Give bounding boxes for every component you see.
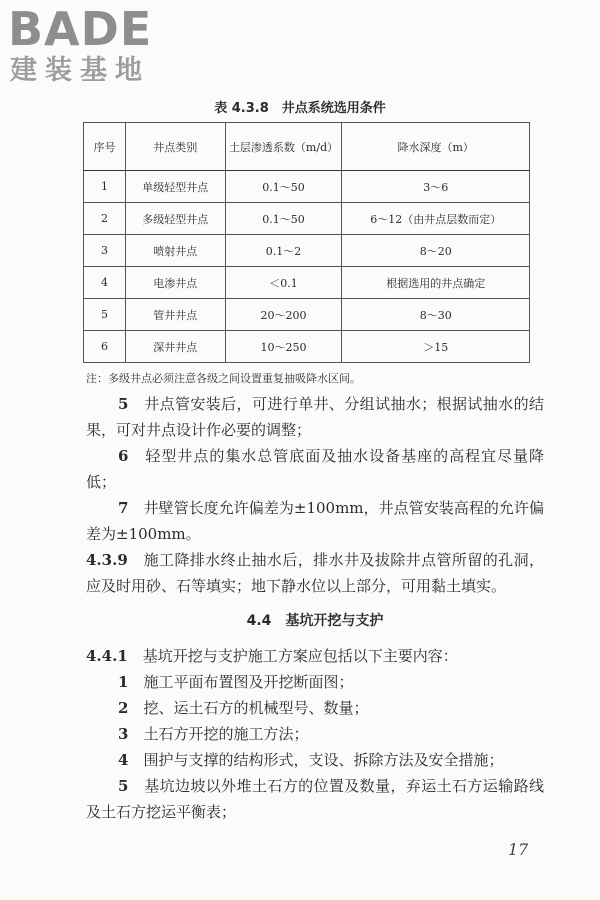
table-cell: 2 (84, 203, 126, 235)
item-number: 5 (118, 777, 129, 795)
item-text: 基坑边坡以外堆土石方的位置及数量，弃运土石方运输路线及土石方挖运平衡表； (86, 777, 544, 821)
table-cell: 喷射井点 (125, 235, 225, 267)
item-number: 5 (118, 395, 129, 413)
table-cell: 6～12（由井点层数而定） (342, 203, 530, 235)
body-text (86, 391, 544, 825)
item-text: 挖、运土石方的机械型号、数量； (143, 699, 369, 717)
table-cell: 0.1～50 (225, 171, 342, 203)
table-row (84, 267, 530, 299)
item-number: 1 (118, 673, 129, 691)
item-text: 井点管安装后，可进行单井、分组试抽水；根据试抽水的结果，可对井点设计作必要的调整； (86, 395, 544, 439)
table-cell: 多级轻型井点 (125, 203, 225, 235)
table-cell: 10～250 (225, 331, 342, 363)
clause-number: 4.4.1 (86, 647, 128, 665)
list-item (86, 721, 544, 747)
table-row (84, 203, 530, 235)
well-point-table (83, 122, 530, 363)
item-text: 轻型井点的集水总管底面及抽水设备基座的高程宜尽量降低； (86, 447, 544, 491)
table-cell: 0.1～2 (225, 235, 342, 267)
table-cell: ＞15 (342, 331, 530, 363)
paragraph (86, 495, 544, 547)
table-row (84, 171, 530, 203)
table-cell: 8～30 (342, 299, 530, 331)
table-cell: 根据选用的井点确定 (342, 267, 530, 299)
clause-text: 施工降排水终止抽水后，排水井及拔除井点管所留的孔洞，应及时用砂、石等填实；地下静水位以上部分，可用黏土填实。 (86, 551, 544, 595)
item-text: 围护与支撑的结构形式，支设、拆除方法及安全措施； (143, 751, 504, 769)
table-cell: 5 (84, 299, 126, 331)
table-cell: 电渗井点 (125, 267, 225, 299)
clause-number: 4.3.9 (86, 551, 128, 569)
header-cell: 土层渗透系数（m/d） (225, 123, 342, 171)
table-cell: 4 (84, 267, 126, 299)
clause-4-3-9 (86, 547, 544, 599)
item-number: 3 (118, 725, 129, 743)
header-cell: 井点类别 (125, 123, 225, 171)
page-number: 17 (508, 840, 529, 859)
table-cell: 单级轻型井点 (125, 171, 225, 203)
logo-sub-text: 建装基地 (10, 55, 150, 86)
table-row (84, 299, 530, 331)
table-note: 注：多级井点必须注意各级之间设置重复抽吸降水区间。 (86, 372, 361, 385)
table-title: 表 4.3.8 井点系统选用条件 (214, 101, 386, 116)
list-item (86, 669, 544, 695)
table-cell: 1 (84, 171, 126, 203)
item-text: 施工平面布置图及开挖断面图； (143, 673, 354, 691)
logo (8, 4, 152, 88)
table-cell: 8～20 (342, 235, 530, 267)
clause-text: 基坑开挖与支护施工方案应包括以下主要内容： (142, 647, 458, 665)
logo-main-text: BADE (8, 2, 153, 56)
item-number: 2 (118, 699, 129, 717)
table-cell: 3～6 (342, 171, 530, 203)
table-cell: 20～200 (225, 299, 342, 331)
item-number: 4 (118, 751, 129, 769)
table-cell: 6 (84, 331, 126, 363)
item-number: 7 (118, 499, 129, 517)
section-heading: 4.4 基坑开挖与支护 (246, 613, 384, 629)
paragraph (86, 443, 544, 495)
table-header-row (84, 123, 530, 171)
list-item (86, 747, 544, 773)
table-cell: 0.1～50 (225, 203, 342, 235)
header-cell: 序号 (84, 123, 126, 171)
table-row (84, 235, 530, 267)
table-cell: 深井井点 (125, 331, 225, 363)
item-number: 6 (118, 447, 129, 465)
table-cell: ＜0.1 (225, 267, 342, 299)
table-cell: 3 (84, 235, 126, 267)
list-item (86, 773, 544, 825)
item-text: 土石方开挖的施工方法； (143, 725, 309, 743)
clause-4-4-1 (86, 643, 544, 669)
list-item (86, 695, 544, 721)
item-text: 井壁管长度允许偏差为±100mm，井点管安装高程的允许偏差为±100mm。 (86, 499, 544, 543)
header-cell: 降水深度（m） (342, 123, 530, 171)
table-row (84, 331, 530, 363)
paragraph (86, 391, 544, 443)
table-cell: 管井井点 (125, 299, 225, 331)
